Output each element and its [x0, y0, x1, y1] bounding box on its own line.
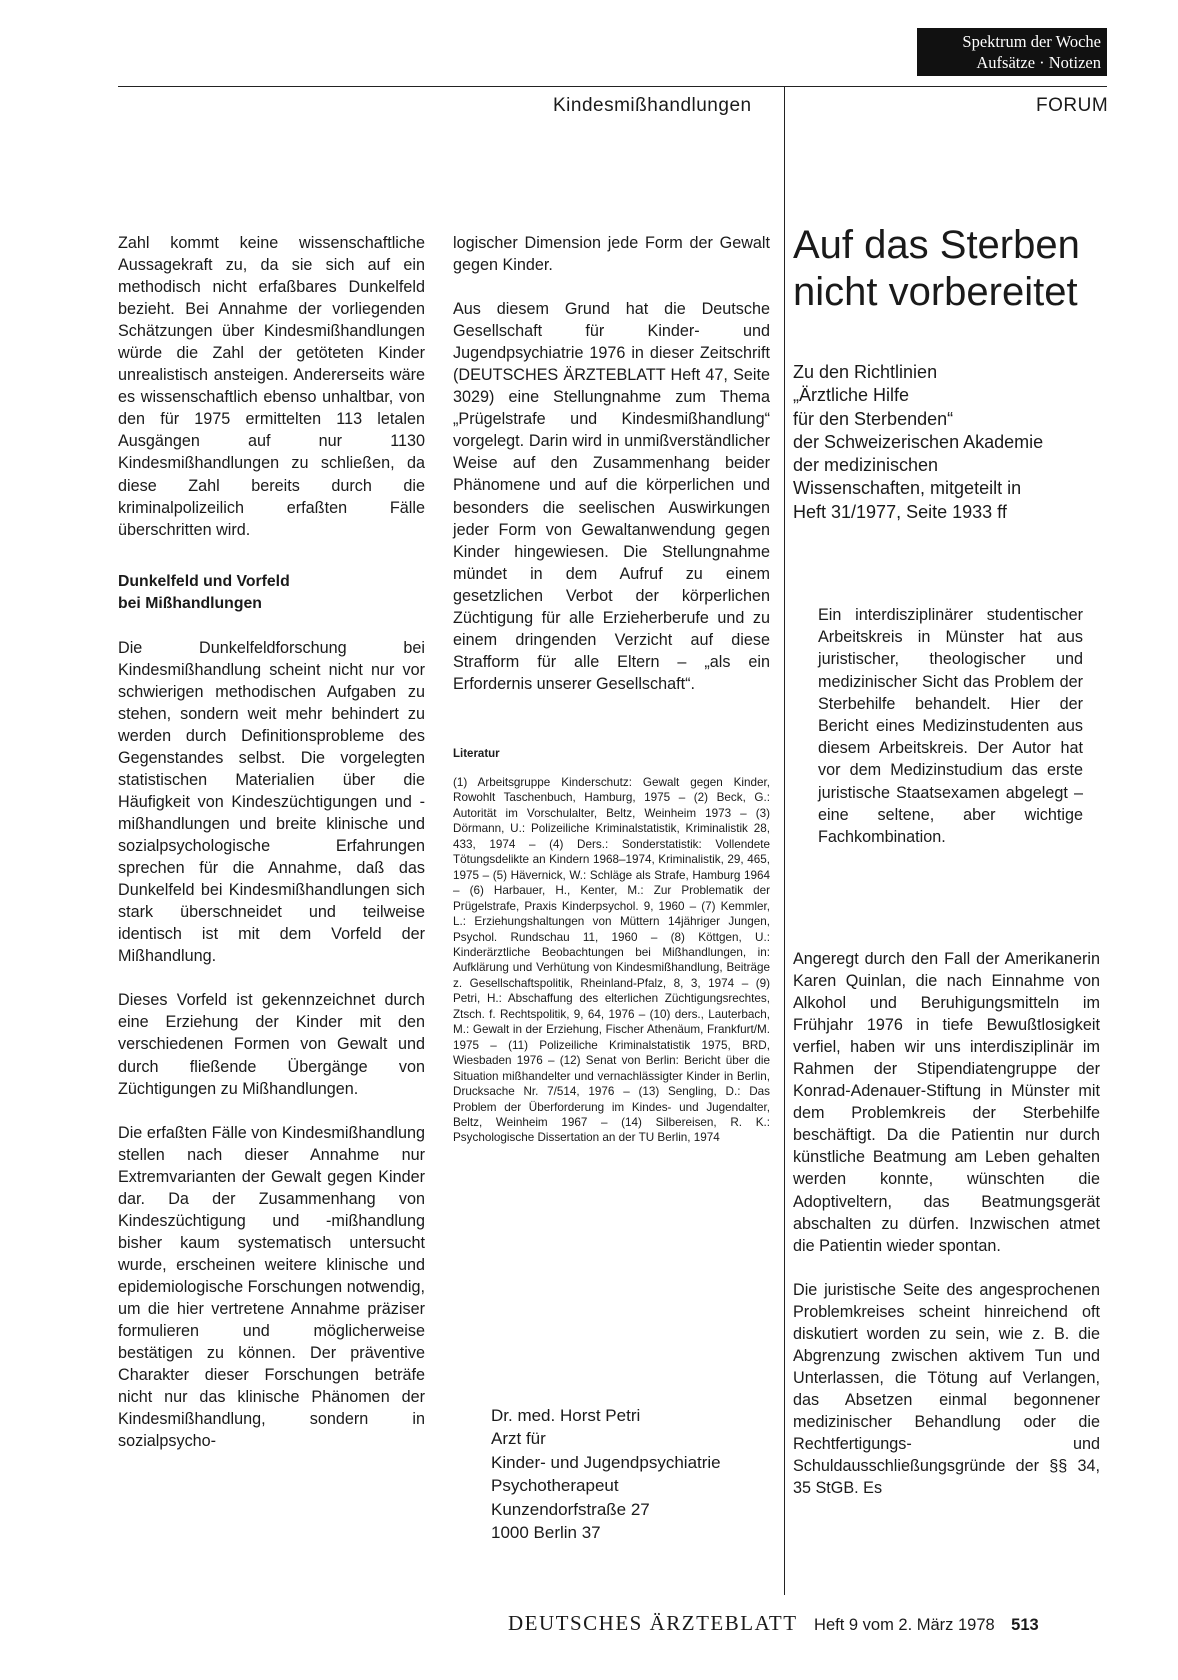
col2-paragraph-2: Aus diesem Grund hat die Deutsche Gesellschaft für Kinder- und Jugendpsychiatrie 1976 in dieser Zeitschrift (DEUTSCHES ÄRZTEBLATT Heft 47, Seite 3029) eine Stellungnahme zum Thema „Prügelstrafe und Kindesmißhandlung“ vorgelegt. Darin wird in unmißverständlicher Weise auf den Zusammenhang beider Phänomene und auf die körperlichen und besonders die seelischen Auswirkungen jeder Form von Gewaltanwendung gegen Kinder hingewiesen. Die Stellungnahme mündet in dem Aufruf zu einem gesetzlichen Verbot der körperlichen Züchtigung für alle Erzieherberufe und zu einem dringenden Verzicht auf diese Strafform für alle Eltern – „als ein Erfordernis unserer Gesellschaft“.	[453, 300, 770, 693]
subtitle-line-4: der Schweizerischen Akademie	[793, 431, 1044, 452]
footer-issue: Heft 9 vom 2. März 1978	[814, 1616, 995, 1634]
subtitle-line-5: der medizinischen	[793, 455, 939, 476]
subtitle-line-1: Zu den Richtlinien	[793, 362, 938, 382]
column-2	[453, 232, 770, 1146]
column-1	[118, 232, 425, 1452]
author-block	[491, 1404, 721, 1544]
section-title-right: FORUM	[1036, 95, 1109, 116]
subheading-line-1: Dunkelfeld und Vorfeld	[118, 572, 290, 590]
subtitle-line-7: Heft 31/1977, Seite 1933 ff	[793, 501, 1007, 522]
page-number: 513	[1011, 1616, 1039, 1634]
page-footer	[508, 1611, 1039, 1636]
literature-list: (1) Arbeitsgruppe Kinderschutz: Gewalt gegen Kinder, Rowohlt Taschenbuch, Hamburg, 1975 – (2) Beck, G.: Autorität im Vorschulalter, Beltz, Weinheim 1973 – (3) Dörmann, U.: Polizeiliche Kriminalstatistik, Kriminalistik 28, 433, 1974 – (4) Ders.: Sonderstatistik: Vollendete Tötungsdelikte an Kindern 1968–1974, Kriminalistik, 29, 465, 1975 – (5) Hävernick, W.: Schläge als Strafe, Hamburg 1964 – (6) Harbauer, H., Kenter, M.: Zur Problematik der Prügelstrafe, Praxis Kinderpsychol. 9, 1960 – (7) Kemmler, L.: Erziehungshaltungen von Müttern 14jähriger Jungen, Psychol. Rundschau 11, 1960 – (8) Köttgen, U.: Kinderärztliche Beobachtungen bei Mißhandlungen, in: Aufklärung und Verhütung von Kindesmißhandlung, Beiträge z. Gesellschaftspolitik, Rheinland-Pfalz, 8, 3, 1974 – (9) Petri, H.: Abschaffung des elterlichen Züchtigungsrechtes, Ztsch. f. Rechtspolitik, 9, 64, 1976 – (10) ders., Lauterbach, M.: Gewalt in der Erziehung, Fischer Athenäum, Frankfurt/M. 1975 – (11) Polizeiliche Kriminalstatistik 1975, BRD, Wiesbaden 1976 – (12) Senat von Berlin: Bericht über die Situation mißhandelter und vernachlässigter Kinder in Berlin, Drucksache Nr. 7/514, 1976 – (13) Sengling, D.: Das Problem der Überforderung im Kindes- und Jugendalter, Beltz, Weinheim 1967 – (14) Silbereisen, R. K.: Psychologische Dissertation an der TU Berlin, 1974	[453, 775, 770, 1145]
section-brand-box	[917, 28, 1107, 76]
author-line-4: Psychotherapeut	[491, 1476, 619, 1496]
literature-section	[453, 743, 770, 1146]
subtitle-line-3: für den Sterbenden“	[793, 408, 954, 429]
article-subtitle	[793, 361, 1123, 524]
column-divider	[784, 87, 785, 1595]
author-line-2: Arzt für	[491, 1429, 546, 1449]
col2-paragraph-1: logischer Dimension jede Form der Gewalt gegen Kinder.	[453, 234, 770, 275]
col3-paragraph-1: Angeregt durch den Fall der Amerikanerin Karen Quinlan, die nach Einnahme von Alkohol und Beruhigungsmitteln im Frühjahr 1976 in tiefe Bewußtlosigkeit verfiel, haben wir uns interdisziplinär im Rahmen der Stipendiatengruppe der Konrad-Adenauer-Stiftung in Münster mit dem Problemkreis der Sterbehilfe beschäftigt. Da die Patientin nur durch künstliche Beatmung am Leben gehalten werden konnte, wünschten die Adoptiveltern, das Beatmungsgerät abschalten zu dürfen. Inzwischen atmet die Patientin wieder spontan.	[793, 950, 1100, 1255]
author-line-3: Kinder- und Jugendpsychiatrie	[491, 1452, 721, 1472]
title-line-1: Auf das Sterben	[793, 223, 1080, 267]
footer-journal-name: DEUTSCHES ÄRZTEBLATT	[508, 1611, 798, 1635]
column-3	[793, 948, 1100, 1499]
section-title-left: Kindesmißhandlungen	[553, 95, 752, 116]
title-line-2: nicht vorbereitet	[793, 270, 1078, 314]
article-intro: Ein interdisziplinärer studentischer Arbeitskreis in Münster hat aus juristischer, theologischer und medizinischer Sicht das Problem der Sterbehilfe behandelt. Hier der Bericht eines Medizinstudenten aus diesem Arbeitskreis. Der Autor hat vor dem Medizinstudium das erste juristische Staatsexamen abgelegt – eine seltene, aber wichtige Fachkombination.	[818, 606, 1083, 847]
col1-paragraph-1: Zahl kommt keine wissenschaftliche Aussagekraft zu, da sie sich auf ein methodisch nicht erfaßbares Dunkelfeld bezieht. Bei Annahme der vorliegenden Schätzungen über Kindesmißhandlungen würde die Zahl der getöteten Kinder unrealistisch ansteigen. Andererseits wäre es wissenschaftlich ebenso unhaltbar, von den für 1975 ermittelten 113 letalen Ausgängen auf nur 1130 Kindesmißhandlungen zu schließen, da diese Zahl bereits durch die kriminalpolizeilich erfaßten Fälle überschritten wird.	[118, 234, 425, 539]
brand-line-1: Spektrum der Woche	[962, 32, 1101, 51]
col1-paragraph-2: Die Dunkelfeldforschung bei Kindesmißhandlung scheint nicht nur vor schwierigen methodischen Aufgaben zu stehen, sondern weit mehr behindert zu werden durch Definitionsprobleme des Gegenstandes selbst. Die vorgelegten statistischen Materialien über die Häufigkeit von Kindeszüchtigungen und -mißhandlungen und breite klinische und sozialpsychologische Erfahrungen sprechen für die Annahme, daß das Dunkelfeld bei Kindesmißhandlungen sich stark überschneidet und teilweise identisch ist mit dem Vorfeld der Mißhandlung.	[118, 638, 425, 966]
literature-heading: Literatur	[453, 747, 500, 760]
subtitle-line-6: Wissenschaften, mitgeteilt in	[793, 478, 1022, 499]
col3-paragraph-2: Die juristische Seite des angesprochenen Problemkreises scheint hinreichend oft diskutiert worden zu sein, wie z. B. die Abgrenzung zwischen aktivem Tun und Unterlassen, die Tötung auf Verlangen, das Absetzen einmal begonnener medizinischer Behandlung oder die Rechtfertigungs- und Schuldausschließungsgründe der §§ 34, 35 StGB. Es	[793, 1280, 1100, 1498]
author-name: Dr. med. Horst Petri	[491, 1406, 641, 1425]
col1-paragraph-4: Die erfaßten Fälle von Kindesmißhandlung stellen nach dieser Annahme nur Extremvarianten der Gewalt gegen Kinder dar. Da der Zusammenhang von Kindeszüchtigung und -mißhandlung bisher kaum systematisch untersucht wurde, erscheinen weitere klinische und epidemiologische Forschungen notwendig, um die hier vertretene Annahme präziser formulieren und möglicherweise bestätigen zu können. Der präventive Charakter dieser Forschungen beträfe nicht nur das klinische Phänomen der Kindesmißhandlung, sondern in sozialpsycho-	[118, 1123, 425, 1451]
top-rule	[118, 86, 1107, 87]
col1-paragraph-3: Dieses Vorfeld ist gekennzeichnet durch eine Erziehung der Kinder mit den verschiedenen Formen von Gewalt und durch fließende Übergänge von Züchtigungen zu Mißhandlungen.	[118, 991, 425, 1098]
subtitle-line-2: „Ärztliche Hilfe	[793, 385, 910, 406]
brand-line-2: Aufsätze · Notizen	[976, 53, 1101, 72]
subheading-line-2: bei Mißhandlungen	[118, 594, 262, 612]
col1-subheading	[118, 571, 425, 615]
author-city: 1000 Berlin 37	[491, 1523, 601, 1543]
author-street: Kunzendorfstraße 27	[491, 1499, 650, 1519]
article-title	[793, 222, 1093, 316]
